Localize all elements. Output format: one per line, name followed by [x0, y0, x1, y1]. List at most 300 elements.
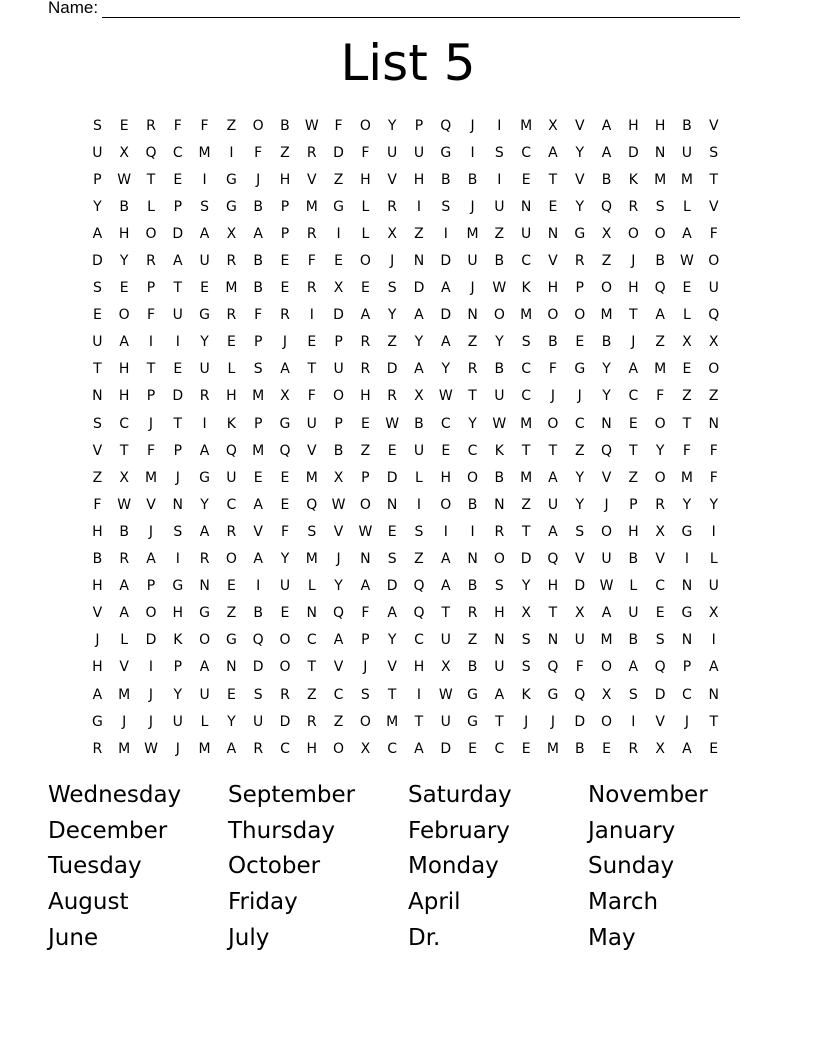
grid-letter: R: [467, 361, 478, 378]
grid-letter: Y: [575, 496, 585, 513]
grid-letter: I: [175, 551, 180, 568]
grid-letter: N: [708, 686, 719, 703]
grid-letter: W: [438, 686, 453, 703]
grid-letter: P: [253, 415, 263, 432]
grid-letter: U: [413, 442, 425, 459]
grid-letter: Y: [468, 415, 477, 432]
grid-letter: I: [256, 578, 261, 595]
grid-letter: N: [601, 415, 612, 432]
grid-letter: B: [467, 659, 478, 676]
grid-letter: D: [440, 253, 452, 270]
grid-letter: Z: [360, 442, 371, 459]
grid-letter: U: [199, 686, 210, 703]
grid-letter: Q: [654, 659, 666, 676]
grid-letter: S: [200, 198, 210, 215]
grid-letter: L: [683, 307, 691, 324]
grid-letter: H: [413, 659, 425, 676]
grid-letter: M: [600, 307, 613, 324]
grid-letter: F: [280, 523, 289, 540]
grid-letter: D: [574, 713, 586, 730]
grid-letter: U: [226, 469, 237, 486]
grid-letter: V: [574, 551, 585, 568]
grid-letter: K: [521, 686, 531, 703]
grid-letter: E: [575, 334, 585, 351]
grid-letter: B: [467, 578, 478, 595]
name-label: Name:: [48, 0, 99, 17]
grid-letter: U: [708, 280, 719, 297]
grid-letter: U: [440, 632, 451, 649]
grid-letter: Q: [601, 198, 613, 215]
grid-letter: S: [494, 578, 504, 595]
grid-letter: G: [681, 605, 693, 622]
grid-letter: V: [574, 171, 585, 188]
grid-letter: M: [520, 469, 533, 486]
grid-letter: O: [118, 307, 130, 324]
grid-letter: L: [227, 361, 236, 378]
grid-letter: E: [119, 280, 129, 297]
grid-letter: S: [253, 686, 263, 703]
grid-letter: A: [92, 686, 103, 703]
word-bank-item: September: [228, 782, 356, 808]
grid-letter: H: [92, 523, 103, 540]
grid-letter: Z: [280, 144, 290, 161]
grid-letter: H: [440, 469, 452, 486]
grid-letter: E: [387, 442, 397, 459]
grid-letter: S: [521, 632, 531, 649]
grid-letter: R: [387, 198, 398, 215]
grid-letter: B: [494, 469, 505, 486]
grid-letter: J: [550, 388, 556, 405]
word-bank-item: Wednesday: [48, 782, 182, 808]
grid-letter: V: [333, 523, 344, 540]
grid-letter: S: [387, 551, 397, 568]
grid-letter: R: [306, 225, 317, 242]
grid-letter: C: [682, 686, 692, 703]
grid-letter: K: [173, 632, 183, 649]
grid-letter: Q: [145, 144, 157, 161]
grid-letter: J: [631, 334, 636, 351]
grid-letter: B: [574, 740, 585, 757]
grid-letter: F: [93, 496, 102, 513]
grid-letter: N: [360, 551, 371, 568]
word-bank-item: June: [48, 924, 99, 951]
grid-letter: G: [225, 632, 237, 649]
grid-letter: J: [524, 713, 529, 730]
grid-letter: I: [416, 198, 422, 215]
grid-letter: X: [440, 659, 451, 676]
grid-letter: W: [144, 740, 158, 757]
grid-letter: L: [629, 578, 638, 595]
grid-letter: A: [199, 659, 210, 676]
grid-letter: P: [414, 117, 424, 134]
grid-letter: U: [521, 225, 532, 242]
grid-letter: J: [95, 632, 100, 649]
grid-letter: J: [175, 469, 180, 486]
grid-letter: N: [654, 144, 666, 161]
grid-letter: A: [548, 469, 558, 486]
grid-letter: O: [252, 117, 264, 134]
grid-letter: A: [655, 307, 665, 324]
grid-letter: O: [601, 659, 613, 676]
grid-letter: V: [333, 659, 344, 676]
grid-letter: E: [360, 415, 370, 432]
grid-letter: Q: [654, 280, 666, 297]
grid-letter: G: [681, 523, 693, 540]
grid-letter: T: [629, 307, 638, 324]
grid-letter: G: [279, 415, 291, 432]
grid-letter: P: [629, 496, 638, 513]
grid-letter: L: [361, 198, 370, 215]
grid-letter: A: [440, 280, 451, 297]
grid-letter: Q: [252, 632, 264, 649]
grid-letter: C: [226, 496, 237, 513]
grid-letter: S: [92, 280, 102, 297]
grid-letter: R: [199, 388, 210, 405]
grid-row: [84, 735, 727, 762]
grid-letter: J: [604, 496, 609, 513]
grid-letter: F: [361, 144, 370, 161]
grid-letter: O: [225, 551, 237, 568]
grid-letter: V: [253, 523, 263, 540]
grid-letter: I: [711, 523, 716, 540]
grid-letter: N: [494, 632, 505, 649]
grid-letter: G: [547, 686, 559, 703]
grid-letter: P: [173, 198, 183, 215]
grid-letter: E: [280, 469, 290, 486]
grid-letter: S: [628, 686, 638, 703]
grid-letter: B: [601, 171, 612, 188]
grid-letter: A: [333, 632, 344, 649]
word-search-grid: [84, 112, 727, 762]
grid-row: [84, 708, 727, 735]
word-bank-item: Friday: [228, 889, 298, 916]
grid-letter: A: [146, 551, 156, 568]
grid-letter: R: [280, 307, 290, 324]
grid-letter: E: [280, 605, 290, 622]
grid-letter: C: [280, 740, 290, 757]
grid-letter: Q: [708, 307, 720, 324]
grid-letter: V: [548, 253, 558, 270]
grid-letter: S: [521, 659, 531, 676]
grid-letter: E: [92, 307, 102, 324]
grid-letter: U: [172, 307, 183, 324]
word-bank-item: Monday: [408, 853, 499, 880]
grid-letter: G: [91, 713, 103, 730]
grid-letter: N: [467, 307, 478, 324]
grid-letter: B: [333, 442, 344, 459]
grid-letter: I: [229, 144, 234, 161]
grid-row: [84, 275, 727, 302]
grid-letter: U: [253, 713, 264, 730]
grid-letter: B: [280, 117, 290, 134]
grid-letter: U: [681, 144, 693, 161]
grid-letter: R: [146, 253, 156, 270]
grid-letter: V: [387, 659, 397, 676]
grid-letter: K: [494, 442, 504, 459]
grid-letter: J: [470, 198, 475, 215]
grid-letter: Y: [119, 253, 129, 270]
grid-letter: Y: [575, 198, 585, 215]
grid-letter: C: [172, 144, 183, 161]
grid-letter: S: [387, 280, 397, 297]
grid-letter: X: [682, 334, 692, 351]
grid-letter: A: [494, 686, 505, 703]
grid-letter: N: [547, 632, 559, 649]
grid-letter: U: [333, 361, 344, 378]
grid-letter: G: [199, 605, 211, 622]
grid-letter: Q: [279, 442, 291, 459]
grid-letter: M: [118, 686, 131, 703]
grid-letter: C: [521, 253, 532, 270]
grid-letter: X: [601, 225, 612, 242]
grid-letter: W: [304, 117, 319, 134]
grid-letter: O: [145, 605, 157, 622]
grid-letter: Y: [334, 578, 343, 595]
grid-letter: F: [361, 605, 370, 622]
grid-letter: M: [305, 469, 318, 486]
grid-letter: U: [494, 659, 505, 676]
grid-letter: T: [521, 442, 531, 459]
grid-letter: W: [358, 523, 373, 540]
grid-letter: H: [547, 578, 559, 595]
grid-letter: P: [575, 280, 584, 297]
grid-row: [84, 600, 727, 627]
page-title: List 5: [340, 34, 476, 92]
grid-letter: Z: [574, 442, 585, 459]
grid-letter: M: [144, 469, 158, 486]
grid-row: [84, 627, 727, 654]
grid-letter: H: [413, 171, 425, 188]
grid-letter: A: [628, 659, 639, 676]
grid-letter: A: [92, 225, 103, 242]
grid-letter: J: [631, 253, 636, 270]
grid-letter: O: [601, 280, 613, 297]
grid-letter: M: [118, 740, 131, 757]
grid-row: [84, 302, 727, 329]
grid-letter: E: [307, 334, 317, 351]
grid-letter: Z: [467, 632, 478, 649]
grid-letter: E: [468, 740, 477, 757]
grid-letter: Q: [440, 117, 452, 134]
grid-letter: X: [360, 740, 371, 757]
grid-letter: H: [628, 523, 639, 540]
grid-letter: B: [440, 171, 451, 188]
grid-letter: E: [655, 605, 665, 622]
grid-letter: N: [681, 578, 693, 595]
grid-letter: T: [495, 713, 504, 730]
grid-letter: D: [279, 713, 291, 730]
grid-letter: E: [119, 117, 129, 134]
grid-letter: S: [92, 415, 102, 432]
grid-letter: O: [601, 713, 613, 730]
grid-letter: F: [548, 361, 557, 378]
grid-letter: C: [628, 388, 639, 405]
grid-letter: B: [628, 551, 639, 568]
grid-letter: P: [146, 578, 156, 595]
grid-letter: I: [443, 523, 448, 540]
grid-letter: G: [440, 144, 452, 161]
grid-letter: O: [654, 469, 666, 486]
grid-letter: P: [361, 632, 370, 649]
grid-row: [84, 681, 727, 708]
grid-letter: T: [709, 171, 718, 188]
word-bank-item: December: [48, 817, 168, 844]
grid-letter: M: [680, 171, 693, 188]
grid-letter: B: [467, 496, 478, 513]
grid-letter: F: [173, 117, 182, 134]
grid-letter: C: [387, 740, 398, 757]
grid-row: [84, 329, 727, 356]
grid-letter: L: [307, 578, 316, 595]
grid-letter: M: [654, 171, 667, 188]
grid-letter: A: [199, 442, 210, 459]
grid-letter: X: [548, 117, 558, 134]
grid-letter: H: [360, 388, 371, 405]
grid-letter: T: [468, 388, 477, 405]
grid-letter: Y: [200, 496, 209, 513]
grid-letter: U: [440, 713, 451, 730]
grid-letter: V: [708, 198, 719, 215]
grid-letter: D: [520, 551, 532, 568]
grid-letter: A: [708, 659, 719, 676]
grid-letter: T: [146, 361, 156, 378]
grid-letter: E: [226, 578, 236, 595]
grid-letter: N: [306, 605, 318, 622]
grid-letter: U: [279, 578, 291, 595]
grid-letter: L: [200, 713, 209, 730]
grid-letter: I: [497, 117, 502, 134]
grid-letter: N: [708, 415, 719, 432]
grid-letter: Q: [413, 578, 425, 595]
grid-letter: J: [256, 171, 261, 188]
grid-letter: U: [467, 253, 478, 270]
grid-letter: Z: [601, 253, 612, 270]
grid-letter: H: [654, 117, 666, 134]
grid-letter: Y: [387, 307, 397, 324]
grid-letter: V: [146, 496, 156, 513]
grid-letter: E: [253, 469, 263, 486]
grid-row: [84, 518, 727, 545]
grid-letter: A: [682, 225, 692, 242]
grid-letter: C: [333, 686, 344, 703]
grid-letter: S: [494, 144, 504, 161]
grid-letter: B: [467, 171, 478, 188]
grid-letter: E: [226, 686, 236, 703]
grid-letter: I: [470, 144, 475, 161]
grid-letter: O: [359, 117, 371, 134]
grid-letter: A: [253, 225, 263, 242]
grid-row: [84, 112, 727, 139]
grid-letter: O: [467, 469, 479, 486]
grid-letter: E: [280, 253, 290, 270]
grid-letter: O: [279, 632, 291, 649]
grid-letter: Y: [682, 496, 692, 513]
grid-row: [84, 383, 727, 410]
grid-letter: O: [493, 307, 505, 324]
grid-letter: P: [253, 334, 263, 351]
grid-letter: Z: [92, 469, 103, 486]
grid-letter: D: [172, 388, 184, 405]
grid-letter: R: [280, 686, 290, 703]
grid-letter: P: [280, 198, 290, 215]
grid-letter: J: [470, 117, 475, 134]
grid-letter: I: [148, 659, 154, 676]
grid-letter: E: [360, 280, 370, 297]
grid-letter: Z: [521, 496, 531, 513]
grid-letter: R: [574, 253, 585, 270]
grid-letter: M: [520, 415, 533, 432]
grid-letter: A: [414, 740, 424, 757]
word-bank-item: May: [588, 924, 636, 951]
grid-letter: A: [360, 307, 371, 324]
grid-letter: F: [146, 442, 156, 459]
grid-letter: K: [521, 280, 531, 297]
grid-letter: Z: [387, 334, 397, 351]
grid-letter: Y: [200, 334, 209, 351]
grid-letter: O: [493, 551, 505, 568]
word-bank-item: February: [408, 817, 510, 844]
grid-letter: J: [148, 686, 154, 703]
grid-letter: N: [386, 496, 398, 513]
grid-letter: U: [494, 198, 505, 215]
grid-letter: O: [199, 632, 211, 649]
grid-letter: X: [387, 225, 397, 242]
grid-letter: J: [577, 388, 582, 405]
grid-letter: N: [467, 551, 478, 568]
grid-letter: S: [655, 632, 665, 649]
grid-letter: B: [253, 253, 263, 270]
word-bank-item: Saturday: [408, 782, 512, 808]
grid-letter: W: [680, 253, 694, 270]
grid-letter: M: [198, 144, 211, 161]
word-bank-item: October: [228, 853, 321, 880]
grid-letter: H: [306, 740, 318, 757]
grid-letter: R: [628, 198, 639, 215]
grid-letter: W: [438, 388, 453, 405]
grid-letter: J: [122, 713, 127, 730]
grid-letter: P: [682, 659, 692, 676]
grid-letter: R: [226, 253, 237, 270]
grid-letter: N: [547, 225, 559, 242]
grid-letter: C: [521, 361, 532, 378]
grid-letter: R: [253, 740, 264, 757]
grid-letter: U: [172, 713, 183, 730]
grid-letter: R: [199, 551, 210, 568]
grid-letter: I: [684, 551, 689, 568]
grid-letter: A: [387, 605, 397, 622]
grid-letter: P: [334, 415, 343, 432]
grid-letter: Q: [601, 442, 613, 459]
grid-letter: N: [520, 198, 532, 215]
grid-letter: W: [117, 171, 132, 188]
grid-letter: L: [120, 632, 129, 649]
grid-letter: H: [494, 605, 505, 622]
grid-letter: P: [361, 469, 370, 486]
grid-letter: Z: [414, 551, 424, 568]
grid-letter: O: [440, 496, 452, 513]
grid-letter: J: [282, 334, 288, 351]
grid-letter: A: [628, 361, 639, 378]
grid-letter: U: [92, 334, 103, 351]
grid-letter: U: [547, 496, 559, 513]
grid-letter: Y: [280, 551, 290, 568]
grid-letter: A: [119, 578, 129, 595]
grid-letter: Y: [602, 388, 611, 405]
grid-letter: R: [655, 496, 665, 513]
grid-letter: F: [709, 225, 718, 242]
grid-letter: G: [199, 469, 211, 486]
grid-row: [84, 437, 727, 464]
